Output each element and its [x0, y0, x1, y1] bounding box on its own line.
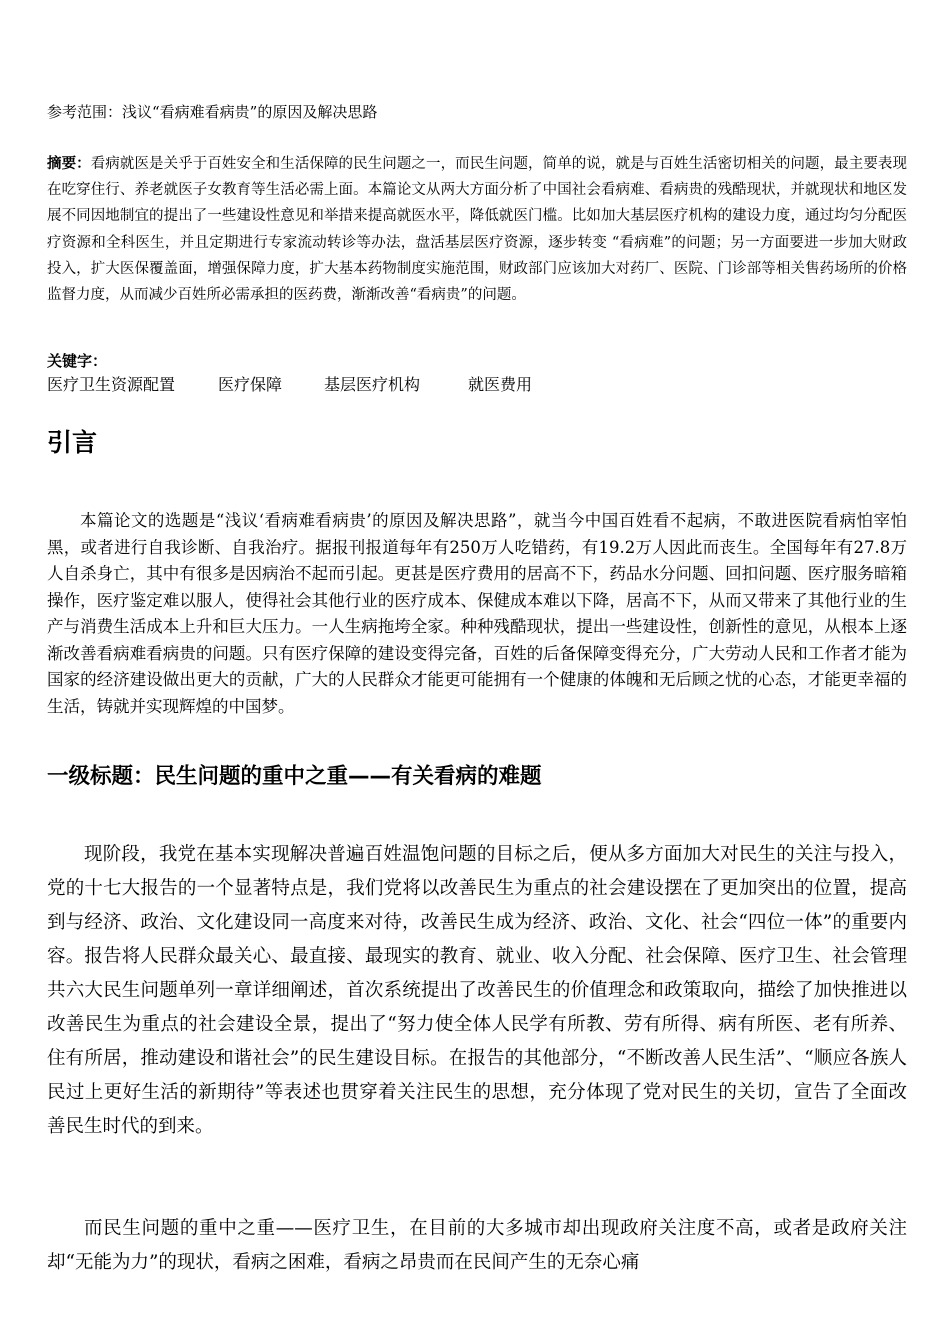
keyword-item: 就医费用: [468, 375, 533, 394]
intro-paragraph: 本篇论文的选题是“浅议‘看病难看病贵’的原因及解决思路”，就当今中国百姓看不起病，不敢进医院看病怕宰怕黑，或者进行自我诊断、自我治疗。据报刊报道每年有250万人吃错药，有19.2万人因此而丧生。全国每年有27.8万人自杀身亡，其中有很多是因病治不起而引起。更甚是医疗费用的居高不下，药品水分问题、回扣问题、医疗服务暗箱操作，医疗鉴定难以服人，使得社会其他行业的医疗成本、保健成本难以下降，居高不下，从而又带来了其他行业的生产与消费生活成本上升和巨大压力。一人生病拖垮全家。种种残酷现状，提出一些建设性，创新性的意见，从根本上逐渐改善看病难看病贵的问题。只有医疗保障的建设变得完备，百姓的后备保障变得充分，广大劳动人民和工作者才能为国家的经济建设做出更大的贡献，广大的人民群众才能更可能拥有一个健康的体魄和无后顾之忧的心态，才能更幸福的生活，铸就并实现辉煌的中国梦。: [47, 511, 907, 716]
reference-line: 参考范围：浅议“看病难看病贵”的原因及解决思路: [47, 103, 378, 121]
keywords-list: [47, 374, 907, 396]
abstract-label: 摘要：: [47, 156, 91, 172]
section1-paragraph-1: 现阶段，我党在基本实现解决普遍百姓温饱问题的目标之后，便从多方面加大对民生的关注与投入，党的十七大报告的一个显著特点是，我们党将以改善民生为重点的社会建设摆在了更加突出的位置，提高到与经济、政治、文化建设同一高度来对待，改善民生成为经济、政治、文化、社会“四位一体”的重要内容。报告将人民群众最关心、最直接、最现实的教育、就业、收入分配、社会保障、医疗卫生、社会管理共六大民生问题单列一章详细阐述，首次系统提出了改善民生的价值理念和政策取向，描绘了加快推进以改善民生为重点的社会建设全景，提出了“努力使全体人民学有所教、劳有所得、病有所医、老有所养、住有所居，推动建设和谐社会”的民生建设目标。在报告的其他部分，“不断改善人民生活”、“顺应各族人民过上更好生活的新期待”等表述也贯穿着关注民生的思想，充分体现了党对民生的关切，宣告了全面改善民生时代的到来。: [47, 844, 907, 1137]
keyword-item: 医疗卫生资源配置: [47, 375, 176, 394]
intro-heading: 引言: [47, 428, 98, 457]
section1-heading: 一级标题：民生问题的重中之重——有关看病的难题: [47, 764, 542, 789]
keyword-item: 医疗保障: [218, 375, 283, 394]
abstract: [47, 151, 907, 308]
section1-paragraph-2: 而民生问题的重中之重——医疗卫生，在目前的大多城市却出现政府关注度不高，或者是政府关注却“无能为力”的现状，看病之困难，看病之昂贵而在民间产生的无奈心痛: [47, 1218, 907, 1273]
abstract-text: 看病就医是关乎于百姓安全和生活保障的民生问题之一，而民生问题，简单的说，就是与百姓生活密切相关的问题，最主要表现在吃穿住行、养老就医子女教育等生活必需上面。本篇论文从两大方面分析了中国社会看病难、看病贵的残酷现状，并就现状和地区发展不同因地制宜的提出了一些建设性意见和举措来提高就医水平，降低就医门槛。比如加大基层医疗机构的建设力度，通过均匀分配医疗资源和全科医生，并且定期进行专家流动转诊等办法，盘活基层医疗资源，逐步转变 “看病难”的问题；另一方面要进一步加大财政投入，扩大医保覆盖面，增强保障力度，扩大基本药物制度实施范围，财政部门应该加大对药厂、医院、门诊部等相关售药场所的价格监督力度，从而减少百姓所必需承担的医药费，渐渐改善“看病贵”的问题。: [47, 156, 907, 304]
keywords-label: 关键字：: [47, 352, 108, 370]
keyword-item: 基层医疗机构: [324, 375, 421, 394]
